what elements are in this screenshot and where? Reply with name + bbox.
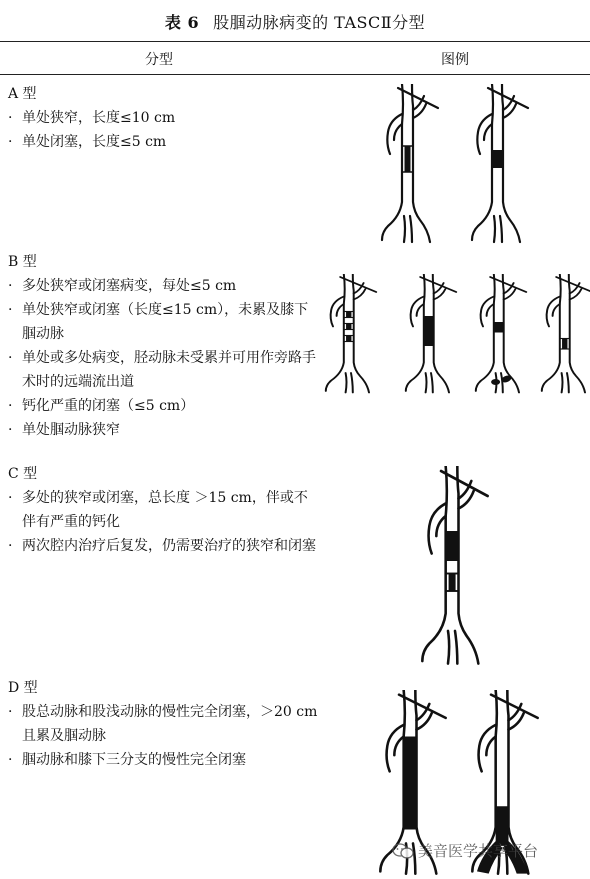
artery-svg (474, 274, 528, 394)
top-rule (0, 41, 590, 42)
artery-diagram-b3 (474, 274, 528, 394)
artery-svg (420, 466, 490, 666)
list-item (8, 346, 320, 394)
artery-svg (380, 84, 440, 244)
section-type-a (8, 82, 320, 154)
side-branch (509, 713, 524, 729)
calcified-occlusion-mark (491, 379, 500, 385)
section-heading: B 型 (8, 254, 37, 270)
stenosis-mark (346, 336, 351, 342)
side-branch (570, 289, 582, 300)
list-item (8, 534, 320, 558)
tibial-branch (455, 631, 457, 664)
list-item (8, 274, 320, 298)
tibial-branch (431, 373, 433, 393)
list-item (8, 394, 320, 418)
tibial-branch (351, 373, 353, 393)
list-item (8, 486, 320, 534)
bullet: · (8, 302, 13, 318)
list-item-text: 股总动脉和股浅动脉的慢性完全闭塞，＞20 cm 且累及腘动脉 (22, 704, 318, 744)
bullet: · (8, 422, 13, 438)
artery-diagram-a2 (470, 84, 530, 244)
side-branch (504, 289, 516, 300)
vessel-wall-left (422, 466, 447, 661)
bullet: · (8, 752, 13, 768)
bullet: · (8, 398, 13, 414)
table-title (0, 10, 590, 33)
artery-diagram-a1 (380, 84, 440, 244)
deep-femoral-branch (487, 304, 494, 316)
bullet: · (8, 278, 13, 294)
list-item (8, 130, 320, 154)
list-item-text: 单处腘动脉狭窄 (22, 422, 120, 438)
deep-femoral-branch (436, 516, 445, 536)
deep-femoral-branch (394, 124, 402, 140)
stenosis-mark (449, 574, 456, 592)
bullet: · (8, 704, 13, 720)
section-heading: A 型 (8, 86, 37, 102)
deep-femoral-branch (337, 304, 344, 316)
tibial-branch (494, 216, 495, 242)
table-caption: 股腘动脉病变的 TASCⅡ分型 (213, 13, 426, 32)
list-item-text: 单处狭窄或闭塞（长度≤15 cm），未累及膝下腘动脉 (22, 302, 309, 342)
side-branch (413, 104, 426, 118)
artery-svg (540, 274, 590, 394)
stenosis-mark (346, 312, 351, 318)
side-branch (434, 289, 446, 300)
deep-femoral-branch (417, 304, 424, 316)
watermark (392, 840, 538, 861)
list-item-text: 单处闭塞，长度≤5 cm (22, 134, 167, 150)
section-type-d (8, 676, 320, 772)
list-item (8, 298, 320, 346)
tibial-branch (562, 373, 563, 393)
artery-diagram-b1 (324, 274, 378, 394)
deep-femoral-branch (484, 124, 492, 140)
vessel-wall-left (476, 274, 495, 391)
bullet: · (8, 134, 13, 150)
artery-diagram-b4 (540, 274, 590, 394)
section-type-c (8, 462, 320, 558)
occlusion-mark (404, 737, 417, 830)
tibial-branch (410, 216, 412, 242)
vessel-wall-left (472, 84, 493, 240)
column-header-illustration: 图例 (441, 52, 469, 68)
bullet: · (8, 490, 13, 506)
side-branch (459, 491, 474, 509)
vessel-wall-left (382, 84, 403, 240)
tibial-branch (448, 631, 449, 664)
header-rule (0, 74, 590, 75)
bullet: · (8, 538, 13, 554)
side-branch (354, 289, 366, 300)
bullet: · (8, 350, 13, 366)
tibial-branch (501, 373, 503, 393)
artery-diagram-c1 (420, 466, 490, 666)
list-item-text: 单处狭窄，长度≤10 cm (22, 110, 176, 126)
artery-diagram-b2 (404, 274, 458, 394)
side-branch (417, 713, 432, 729)
deep-femoral-branch (394, 737, 403, 756)
tibial-branch (500, 216, 502, 242)
artery-svg (324, 274, 378, 394)
section-heading: C 型 (8, 466, 38, 482)
list-item-text: 单处或多处病变，胫动脉未受累并可用作旁路手术时的远端流出道 (22, 350, 316, 390)
occlusion-mark (424, 316, 434, 346)
stenosis-mark (346, 324, 351, 330)
vessel-wall-left (542, 274, 561, 391)
vessel-wall-left (406, 274, 425, 391)
tibial-branch (426, 373, 427, 393)
occlusion-mark (492, 150, 503, 168)
tibial-branch (404, 216, 405, 242)
list-item-text: 钙化严重的闭塞（≤5 cm） (22, 398, 195, 414)
occlusion-mark (446, 531, 459, 561)
list-item-text: 多处狭窄或闭塞病变，每处≤5 cm (22, 278, 237, 294)
watermark-text: 美音医学共享平台 (418, 842, 539, 860)
stenosis-mark (562, 339, 567, 350)
vessel-wall-left (326, 274, 345, 391)
occlusion-mark (494, 322, 504, 333)
list-item-text: 两次腔内治疗后复发，仍需要治疗的狭窄和闭塞 (22, 538, 316, 554)
list-item-text: 多处的狭窄或闭塞，总长度 ＞15 cm，伴或不伴有严重的钙化 (22, 490, 308, 530)
list-item-text: 腘动脉和膝下三分支的慢性完全闭塞 (22, 752, 246, 768)
artery-svg (470, 84, 530, 244)
list-item (8, 700, 320, 748)
side-branch (503, 104, 516, 118)
stenosis-mark (405, 146, 411, 172)
artery-svg (404, 274, 458, 394)
deep-femoral-branch (486, 737, 495, 756)
list-item (8, 106, 320, 130)
wechat-logo-icon (392, 842, 414, 860)
list-item (8, 418, 320, 442)
deep-femoral-branch (553, 304, 560, 316)
column-header-type: 分型 (145, 52, 173, 68)
section-heading: D 型 (8, 680, 38, 696)
tibial-branch (346, 373, 347, 393)
tibial-branch (567, 373, 569, 393)
list-item (8, 748, 320, 772)
section-type-b (8, 250, 320, 442)
bullet: · (8, 110, 13, 126)
table-number: 表 6 (164, 13, 200, 32)
